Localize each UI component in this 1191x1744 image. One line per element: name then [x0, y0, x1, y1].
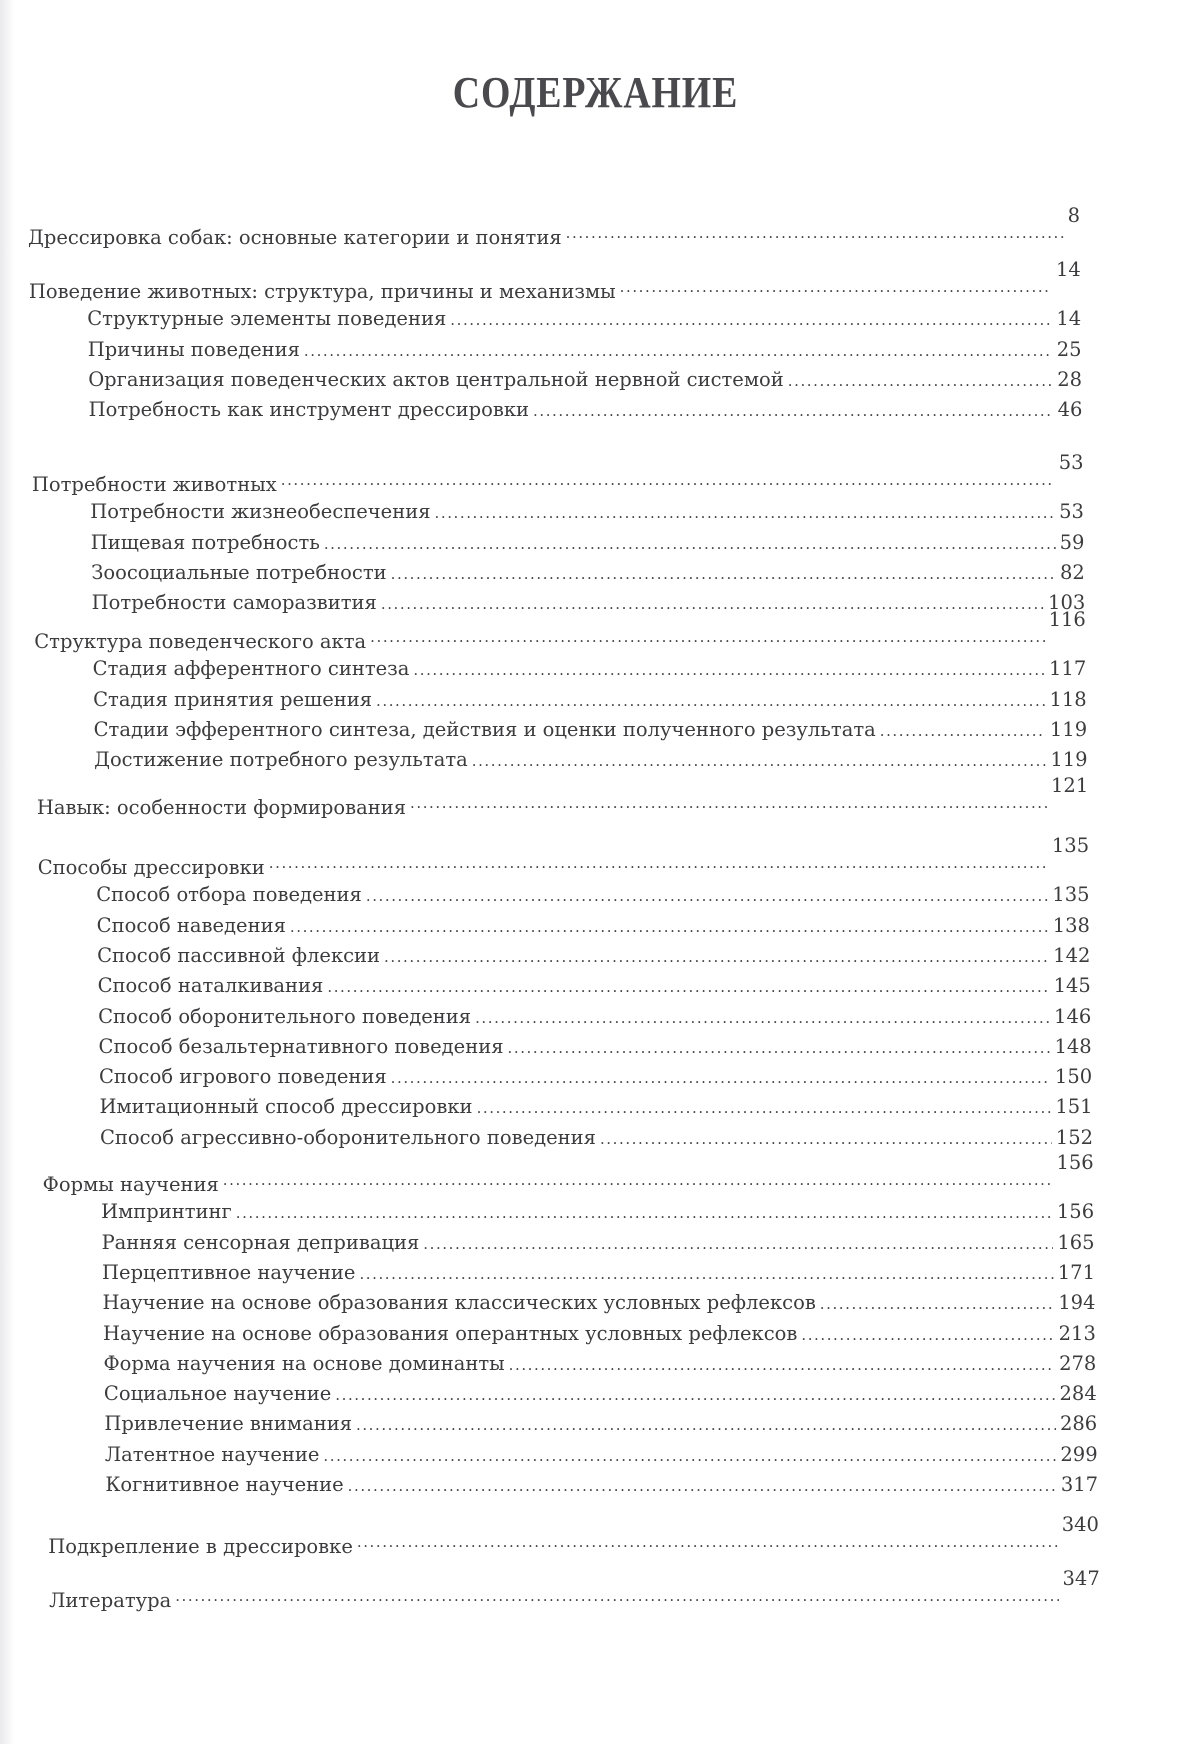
- page-number: 165: [1057, 1230, 1095, 1254]
- toc-entry-title: Поведение животных: структура, причины и механизмы: [28, 280, 616, 303]
- toc-section[interactable]: [48, 1513, 1099, 1562]
- toc-subsection[interactable]: [88, 335, 1082, 365]
- toc-entry-title: Навык: особенности формирования: [36, 796, 407, 819]
- toc-subsection[interactable]: [99, 1092, 1092, 1122]
- toc-entry-title: Литература: [49, 1589, 172, 1612]
- dot-leader: [620, 272, 1052, 302]
- page-number: 135: [1051, 834, 1090, 857]
- dot-leader: [290, 912, 1049, 942]
- dot-leader: [477, 1093, 1052, 1123]
- toc-entry-title: Способы дрессировки: [37, 856, 265, 879]
- dot-leader: [357, 1527, 1058, 1557]
- toc-entry-title: Зоосоциальные потребности: [91, 560, 387, 584]
- dot-leader: [359, 1259, 1053, 1289]
- toc-subsection[interactable]: [101, 1197, 1094, 1227]
- dot-leader: [788, 366, 1053, 396]
- toc-entry-title: Достижение потребного результата: [94, 748, 468, 772]
- toc-entry-title: Когнитивное научение: [105, 1473, 344, 1496]
- page-number: 145: [1053, 974, 1091, 998]
- toc-section[interactable]: [28, 258, 1081, 307]
- toc-entry-title: Способ безальтернативного поведения: [98, 1034, 504, 1058]
- dot-leader: [413, 655, 1045, 685]
- dot-leader: [384, 942, 1049, 972]
- toc-subsection[interactable]: [104, 1409, 1097, 1439]
- page-number: 46: [1057, 398, 1083, 422]
- dot-leader: [366, 881, 1048, 911]
- dot-leader: [475, 1003, 1050, 1033]
- toc-entry-title: Потребности жизнеобеспечения: [90, 500, 431, 524]
- toc-entry-title: Импринтинг: [101, 1200, 232, 1224]
- page-number: 317: [1060, 1473, 1099, 1496]
- dot-leader: [324, 529, 1056, 559]
- toc-entry-title: Способ игрового поведения: [99, 1065, 387, 1089]
- toc-entry-title: Социальное научение: [103, 1382, 332, 1406]
- page-number: 28: [1057, 367, 1083, 391]
- dot-leader: [269, 848, 1048, 878]
- toc-subsection[interactable]: [104, 1379, 1097, 1409]
- toc-entry-title: Потребности животных: [31, 473, 277, 496]
- toc-subsection[interactable]: [93, 685, 1087, 715]
- toc-subsection[interactable]: [90, 497, 1084, 527]
- dot-leader: [435, 498, 1056, 528]
- toc-subsection[interactable]: [102, 1258, 1095, 1288]
- dot-leader: [236, 1198, 1053, 1228]
- toc-section[interactable]: [37, 834, 1090, 883]
- dot-leader: [370, 622, 1044, 652]
- toc-entry-title: Способ оборонительного поведения: [98, 1004, 472, 1028]
- page-number: 59: [1059, 530, 1085, 554]
- dot-leader: [410, 788, 1047, 818]
- page-number: 213: [1058, 1321, 1096, 1345]
- toc-entry-title: Стадия афферентного синтеза: [92, 657, 410, 681]
- dot-leader: [566, 218, 1064, 248]
- page-number: 286: [1059, 1412, 1098, 1436]
- toc-entry-title: Структурные элементы поведения: [87, 307, 447, 331]
- page-number: 278: [1059, 1351, 1097, 1375]
- page-number: 25: [1056, 337, 1082, 361]
- toc-subsection[interactable]: [91, 528, 1085, 558]
- dot-leader: [509, 1350, 1055, 1380]
- dot-leader: [820, 1289, 1054, 1319]
- toc-subsection[interactable]: [96, 880, 1089, 910]
- page-number: 142: [1053, 943, 1091, 967]
- dot-leader: [223, 1165, 1053, 1195]
- toc-subsection[interactable]: [91, 558, 1085, 588]
- toc-entry-title: Формы научения: [42, 1173, 219, 1196]
- toc-entry-title: Потребность как инструмент дрессировки: [88, 398, 530, 422]
- toc-subsection[interactable]: [94, 715, 1088, 745]
- dot-leader: [472, 746, 1047, 776]
- dot-leader: [327, 972, 1049, 1002]
- dot-leader: [281, 465, 1055, 495]
- toc-subsection[interactable]: [92, 588, 1086, 618]
- dot-leader: [348, 1471, 1057, 1501]
- page-number: 148: [1054, 1034, 1092, 1058]
- page-number: 117: [1049, 657, 1087, 681]
- toc-entry-title: Способ пассивной флексии: [97, 943, 381, 967]
- toc-subsection[interactable]: [105, 1470, 1098, 1500]
- page-number: 121: [1051, 774, 1089, 797]
- toc-subsection[interactable]: [103, 1319, 1096, 1349]
- page-number: 151: [1055, 1095, 1093, 1119]
- page-number: 116: [1048, 608, 1086, 631]
- toc-entry-title: Имитационный способ дрессировки: [99, 1095, 473, 1119]
- page-number: 103: [1048, 591, 1086, 615]
- toc-entry-title: Латентное научение: [104, 1442, 320, 1466]
- dot-leader: [323, 1441, 1056, 1471]
- page-number: 53: [1059, 500, 1084, 524]
- page-number: 53: [1058, 451, 1084, 474]
- toc-subsection[interactable]: [98, 971, 1091, 1001]
- toc-subsection[interactable]: [100, 1123, 1093, 1153]
- toc-subsection[interactable]: [93, 654, 1087, 684]
- page-number: 14: [1056, 307, 1082, 331]
- page-number: 347: [1062, 1567, 1100, 1590]
- toc-entry-title: Ранняя сенсорная депривация: [101, 1230, 420, 1254]
- page-number: 340: [1061, 1513, 1099, 1536]
- toc-subsection[interactable]: [99, 1032, 1092, 1062]
- page-number: 284: [1059, 1382, 1097, 1406]
- page-number: 299: [1060, 1442, 1098, 1466]
- dot-leader: [391, 559, 1056, 589]
- page-number: 156: [1056, 1200, 1095, 1224]
- dot-leader: [376, 686, 1045, 716]
- dot-leader: [880, 716, 1046, 746]
- page-number: 146: [1054, 1004, 1092, 1028]
- toc-entry-title: Потребности саморазвития: [91, 591, 377, 615]
- dot-leader: [391, 1063, 1051, 1093]
- dot-leader: [175, 1581, 1058, 1611]
- toc-entry-title: Организация поведенческих актов центральной нервной системой: [88, 367, 784, 391]
- page-number: 156: [1056, 1151, 1094, 1174]
- toc-entry-title: Структура поведенческого акта: [34, 630, 367, 653]
- toc-entry-title: Форма научения на основе доминанты: [103, 1351, 505, 1375]
- toc-section[interactable]: [36, 774, 1089, 823]
- toc-subsection[interactable]: [99, 1062, 1092, 1092]
- toc-entry-title: Способ наведения: [96, 913, 286, 937]
- dot-leader: [508, 1033, 1051, 1063]
- toc-section[interactable]: [49, 1567, 1100, 1616]
- toc-subsection[interactable]: [89, 395, 1083, 425]
- page-number: 118: [1049, 687, 1087, 711]
- page-title: СОДЕРЖАНИЕ: [452, 68, 739, 118]
- toc-entry-title: Дрессировка собак: основные категории и понятия: [28, 226, 562, 249]
- toc-entry-title: Стадии эфферентного синтеза, действия и оценки полученного результата: [93, 717, 876, 741]
- toc-subsection[interactable]: [98, 1002, 1091, 1032]
- dot-leader: [304, 336, 1053, 366]
- dot-leader: [600, 1124, 1052, 1154]
- toc-entry-title: Научение на основе образования оперантных условных рефлексов: [102, 1321, 798, 1345]
- toc-entry-title: Способ отбора поведения: [96, 883, 362, 907]
- page-number: 119: [1049, 717, 1088, 741]
- toc-subsection[interactable]: [103, 1288, 1096, 1318]
- toc-section[interactable]: [42, 1151, 1094, 1200]
- page-number: 152: [1055, 1125, 1094, 1149]
- toc-entry-title: Способ наталкивания: [97, 974, 324, 998]
- toc-section[interactable]: [31, 451, 1084, 500]
- toc-section[interactable]: [34, 608, 1086, 657]
- toc-subsection[interactable]: [97, 941, 1090, 971]
- toc-entry-title: Пищевая потребность: [90, 530, 320, 554]
- dot-leader: [381, 589, 1044, 619]
- page-number: 135: [1052, 883, 1090, 907]
- page-number: 138: [1052, 913, 1090, 937]
- toc-entry-title: Привлечение внимания: [104, 1412, 352, 1436]
- dot-leader: [533, 396, 1054, 426]
- dot-leader: [423, 1229, 1053, 1259]
- page-number: 119: [1050, 748, 1088, 772]
- toc-subsection[interactable]: [103, 1349, 1096, 1379]
- dot-leader: [356, 1410, 1056, 1440]
- page-number: 14: [1055, 258, 1081, 281]
- toc-entry-title: Причины поведения: [87, 337, 300, 361]
- toc-subsection[interactable]: [87, 304, 1081, 334]
- toc-entry-title: Способ агрессивно-оборонительного поведения: [99, 1125, 596, 1149]
- dot-leader: [335, 1380, 1055, 1410]
- toc-entry-title: Стадия принятия решения: [93, 687, 373, 711]
- toc-subsection[interactable]: [97, 911, 1090, 941]
- page-number: 8: [1067, 204, 1080, 227]
- toc-subsection[interactable]: [88, 365, 1082, 395]
- page-number: 194: [1058, 1291, 1096, 1315]
- toc-entry-title: Перцептивное научение: [102, 1260, 356, 1284]
- page-number: 171: [1057, 1260, 1095, 1284]
- toc-entry-title: Подкрепление в дрессировке: [48, 1535, 353, 1558]
- dot-leader: [801, 1320, 1054, 1350]
- toc-subsection[interactable]: [102, 1228, 1095, 1258]
- toc-entry-title: Научение на основе образования классических условных рефлексов: [102, 1291, 816, 1315]
- page-number: 150: [1054, 1065, 1093, 1089]
- page-number: 82: [1060, 560, 1085, 584]
- toc-subsection[interactable]: [105, 1440, 1098, 1470]
- toc-section[interactable]: [28, 204, 1080, 253]
- dot-leader: [450, 305, 1052, 335]
- toc-subsection[interactable]: [94, 745, 1087, 775]
